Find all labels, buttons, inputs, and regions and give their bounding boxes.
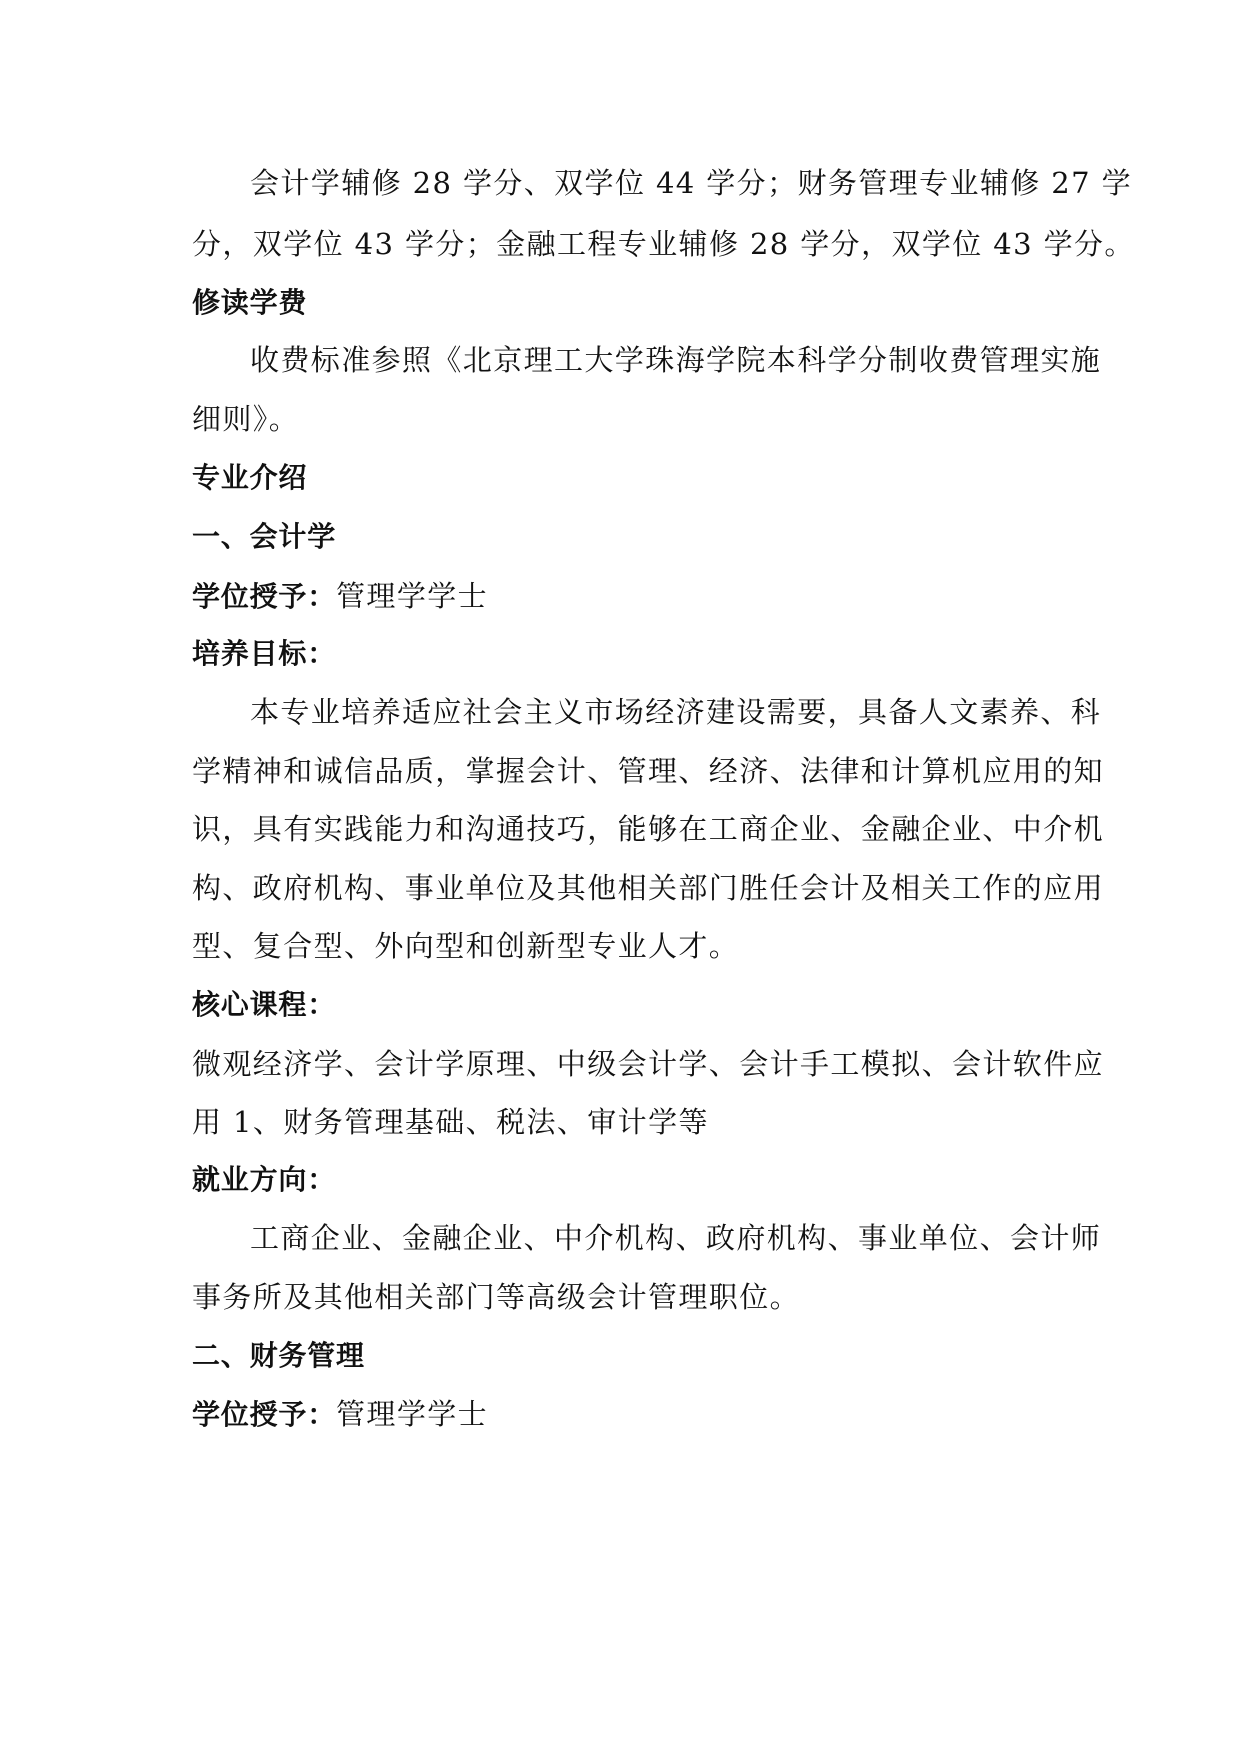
accounting-heading: 一、会计学 [192,520,337,553]
tuition-heading: 修读学费 [192,286,308,319]
goal-line-1: 本专业培养适应社会主义市场经济建设需要，具备人文素养、科 [250,695,1102,729]
goal-line-4: 构、政府机构、事业单位及其他相关部门胜任会计及相关工作的应用 [192,871,1105,905]
career-line-2: 事务所及其他相关部门等高级会计管理职位。 [192,1280,801,1314]
intro-heading: 专业介绍 [192,461,308,494]
goal-label: 培养目标： [192,637,337,670]
credits-line-1: 会计学辅修 28 学分、双学位 44 学分；财务管理专业辅修 27 学 [250,166,1133,200]
core-line-1: 微观经济学、会计学原理、中级会计学、会计手工模拟、会计软件应 [192,1047,1105,1081]
goal-line-5: 型、复合型、外向型和创新型专业人才。 [192,929,740,963]
core-line-2: 用 1、财务管理基础、税法、审计学等 [192,1105,709,1139]
tuition-line-2: 细则》。 [192,402,300,436]
career-line-1: 工商企业、金融企业、中介机构、政府机构、事业单位、会计师 [250,1221,1102,1255]
finance-degree-row [192,1394,1052,1435]
core-label: 核心课程： [192,988,337,1021]
finance-heading: 二、财务管理 [192,1339,365,1372]
goal-line-3: 识，具有实践能力和沟通技巧，能够在工商企业、金融企业、中介机 [192,812,1105,846]
degree-value: 管理学学士 [336,579,489,613]
career-label: 就业方向： [192,1163,337,1196]
accounting-degree-row [192,576,1052,617]
credits-line-2: 分，双学位 43 学分；金融工程专业辅修 28 学分，双学位 43 学分。 [192,227,1135,261]
finance-degree-value: 管理学学士 [336,1397,489,1431]
finance-degree-label: 学位授予： [192,1398,337,1431]
goal-line-2: 学精神和诚信品质，掌握会计、管理、经济、法律和计算机应用的知 [192,754,1105,788]
tuition-line-1: 收费标准参照《北京理工大学珠海学院本科学分制收费管理实施 [250,343,1102,377]
degree-label: 学位授予： [192,580,337,613]
